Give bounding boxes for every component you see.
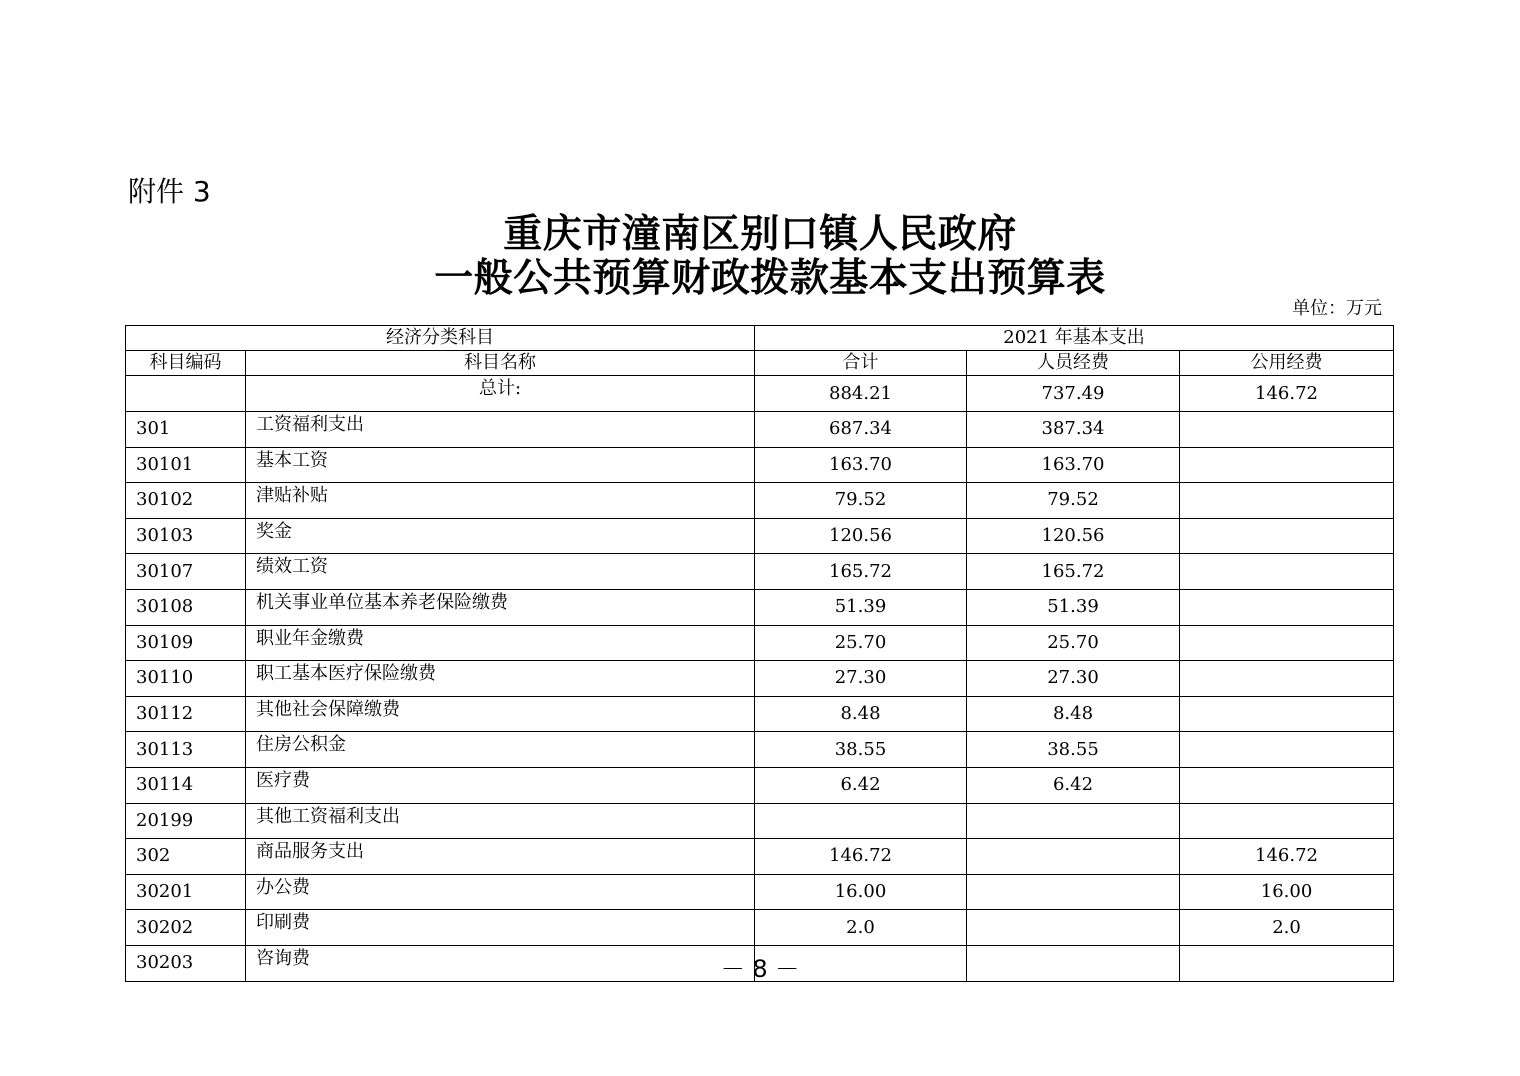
total-cell: 25.70	[755, 625, 967, 661]
unit-label: 单位：万元	[1292, 298, 1382, 319]
personnel-cell	[967, 839, 1180, 875]
total-cell	[755, 803, 967, 839]
subject-name-cell: 工资福利支出	[246, 412, 755, 448]
subject-code-cell: 30102	[126, 483, 246, 519]
total-cell: 165.72	[755, 554, 967, 590]
personnel-cell	[967, 874, 1180, 910]
subject-name-cell: 印刷费	[246, 910, 755, 946]
personnel-cell: 38.55	[967, 732, 1180, 768]
total-cell: 687.34	[755, 412, 967, 448]
total-cell: 51.39	[755, 589, 967, 625]
header-total: 合计	[755, 351, 967, 376]
public-cell	[1180, 483, 1394, 519]
subject-code-cell: 20199	[126, 803, 246, 839]
subject-code-cell: 301	[126, 412, 246, 448]
table-row	[126, 732, 1394, 768]
public-cell	[1180, 767, 1394, 803]
personnel-cell: 51.39	[967, 589, 1180, 625]
table-row	[126, 518, 1394, 554]
public-cell	[1180, 696, 1394, 732]
subject-name-cell: 机关事业单位基本养老保险缴费	[246, 589, 755, 625]
total-cell: 6.42	[755, 767, 967, 803]
public-cell	[1180, 554, 1394, 590]
document-title-line-1: 重庆市潼南区别口镇人民政府	[503, 212, 1017, 257]
table-row	[126, 589, 1394, 625]
header-subject-name: 科目名称	[246, 351, 755, 376]
table-row	[126, 874, 1394, 910]
header-subject-code: 科目编码	[126, 351, 246, 376]
budget-table	[125, 325, 1394, 982]
total-cell: 163.70	[755, 447, 967, 483]
table-row	[126, 910, 1394, 946]
subject-name-cell: 职工基本医疗保险缴费	[246, 661, 755, 697]
table-row	[126, 803, 1394, 839]
subject-name-cell: 商品服务支出	[246, 839, 755, 875]
public-cell	[1180, 661, 1394, 697]
subject-code-cell: 30108	[126, 589, 246, 625]
personnel-cell: 25.70	[967, 625, 1180, 661]
subject-code-cell: 30112	[126, 696, 246, 732]
personnel-cell: 6.42	[967, 767, 1180, 803]
total-code-cell	[126, 376, 246, 412]
total-sum: 884.21	[755, 376, 967, 412]
header-column-row	[126, 351, 1394, 376]
subject-code-cell: 30103	[126, 518, 246, 554]
subject-name-cell: 办公费	[246, 874, 755, 910]
personnel-cell: 387.34	[967, 412, 1180, 448]
page-number: － 8 －	[720, 955, 800, 983]
total-label: 总计:	[246, 376, 755, 412]
subject-name-cell: 医疗费	[246, 767, 755, 803]
subject-name-cell: 其他工资福利支出	[246, 803, 755, 839]
subject-name-cell: 基本工资	[246, 447, 755, 483]
table-row	[126, 483, 1394, 519]
total-personnel: 737.49	[967, 376, 1180, 412]
public-cell	[1180, 412, 1394, 448]
total-cell: 120.56	[755, 518, 967, 554]
subject-code-cell: 30114	[126, 767, 246, 803]
header-economic-classification: 经济分类科目	[126, 326, 755, 351]
header-public-expense: 公用经费	[1180, 351, 1394, 376]
subject-code-cell: 30201	[126, 874, 246, 910]
table-row	[126, 696, 1394, 732]
personnel-cell: 163.70	[967, 447, 1180, 483]
personnel-cell	[967, 910, 1180, 946]
total-cell: 16.00	[755, 874, 967, 910]
subject-name-cell: 奖金	[246, 518, 755, 554]
total-cell: 38.55	[755, 732, 967, 768]
table-row	[126, 839, 1394, 875]
subject-code-cell: 30203	[126, 945, 246, 981]
table-row	[126, 447, 1394, 483]
total-cell: 8.48	[755, 696, 967, 732]
public-cell: 16.00	[1180, 874, 1394, 910]
public-cell	[1180, 518, 1394, 554]
header-basic-expenditure-2021: 2021 年基本支出	[755, 326, 1394, 351]
subject-name-cell: 住房公积金	[246, 732, 755, 768]
total-cell: 146.72	[755, 839, 967, 875]
attachment-label: 附件 3	[128, 175, 211, 208]
public-cell	[1180, 803, 1394, 839]
public-cell	[1180, 625, 1394, 661]
header-personnel-expense: 人员经费	[967, 351, 1180, 376]
subject-code-cell: 30202	[126, 910, 246, 946]
table-row	[126, 625, 1394, 661]
personnel-cell: 27.30	[967, 661, 1180, 697]
public-cell: 146.72	[1180, 839, 1394, 875]
header-group-row	[126, 326, 1394, 351]
subject-name-cell: 其他社会保障缴费	[246, 696, 755, 732]
table-row	[126, 412, 1394, 448]
subject-name-cell: 咨询费	[246, 945, 755, 981]
public-cell: 2.0	[1180, 910, 1394, 946]
total-cell: 27.30	[755, 661, 967, 697]
subject-name-cell: 职业年金缴费	[246, 625, 755, 661]
subject-code-cell: 30110	[126, 661, 246, 697]
total-public: 146.72	[1180, 376, 1394, 412]
total-row	[126, 376, 1394, 412]
personnel-cell: 165.72	[967, 554, 1180, 590]
table-row	[126, 554, 1394, 590]
subject-code-cell: 30113	[126, 732, 246, 768]
document-title-line-2: 一般公共预算财政拨款基本支出预算表	[434, 256, 1106, 301]
table-row	[126, 661, 1394, 697]
subject-code-cell: 302	[126, 839, 246, 875]
total-cell: 2.0	[755, 910, 967, 946]
personnel-cell: 79.52	[967, 483, 1180, 519]
subject-code-cell: 30101	[126, 447, 246, 483]
personnel-cell	[967, 803, 1180, 839]
personnel-cell: 8.48	[967, 696, 1180, 732]
subject-code-cell: 30107	[126, 554, 246, 590]
public-cell	[1180, 589, 1394, 625]
public-cell	[1180, 732, 1394, 768]
subject-code-cell: 30109	[126, 625, 246, 661]
public-cell	[1180, 447, 1394, 483]
table-row	[126, 767, 1394, 803]
total-cell: 79.52	[755, 483, 967, 519]
subject-name-cell: 津贴补贴	[246, 483, 755, 519]
subject-name-cell: 绩效工资	[246, 554, 755, 590]
personnel-cell: 120.56	[967, 518, 1180, 554]
